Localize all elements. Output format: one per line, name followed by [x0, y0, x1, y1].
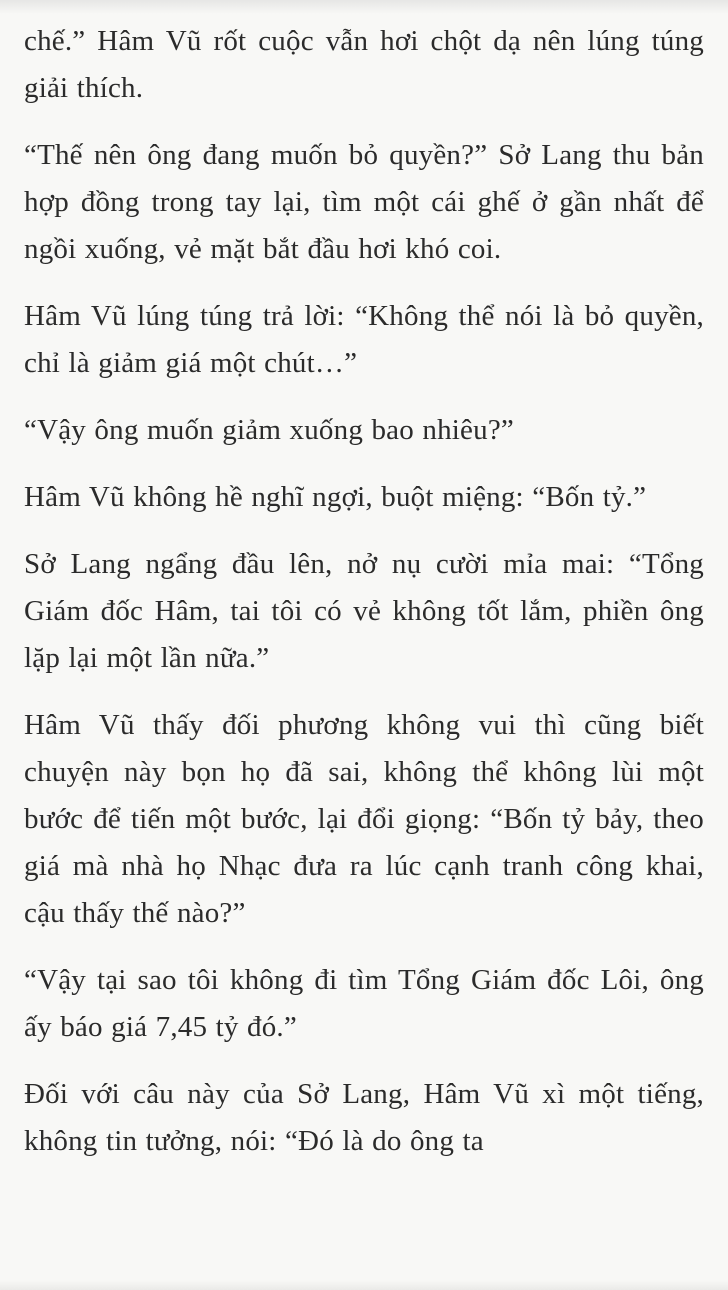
paragraph: chế.” Hâm Vũ rốt cuộc vẫn hơi chột dạ nên lúng túng giải thích. — [24, 25, 704, 104]
paragraph: Hâm Vũ không hề nghĩ ngợi, buột miệng: “Bốn tỷ.” — [24, 481, 647, 513]
paragraph: “Vậy ông muốn giảm xuống bao nhiêu?” — [24, 414, 514, 446]
paragraph: Sở Lang ngẩng đầu lên, nở nụ cười mỉa mai: “Tổng Giám đốc Hâm, tai tôi có vẻ không tốt lắm, phiền ông lặp lại một lần nữa.” — [24, 548, 704, 674]
paragraph: Đối với câu này của Sở Lang, Hâm Vũ xì một tiếng, không tin tưởng, nói: “Đó là do ông ta — [24, 1078, 704, 1157]
paragraph: Hâm Vũ thấy đối phương không vui thì cũng biết chuyện này bọn họ đã sai, không thể không lùi một bước để tiến một bước, lại đổi giọng: “Bốn tỷ bảy, theo giá mà nhà họ Nhạc đưa ra lúc cạnh tranh công khai, cậu thấy thế nào?” — [24, 709, 704, 929]
paragraph: Hâm Vũ lúng túng trả lời: “Không thể nói là bỏ quyền, chỉ là giảm giá một chút…” — [24, 300, 704, 379]
paragraph: “Vậy tại sao tôi không đi tìm Tổng Giám đốc Lôi, ông ấy báo giá 7,45 tỷ đó.” — [24, 964, 704, 1043]
paragraph: “Thế nên ông đang muốn bỏ quyền?” Sở Lang thu bản hợp đồng trong tay lại, tìm một cái ghế ở gần nhất để ngồi xuống, vẻ mặt bắt đầu hơi khó coi. — [24, 139, 704, 265]
